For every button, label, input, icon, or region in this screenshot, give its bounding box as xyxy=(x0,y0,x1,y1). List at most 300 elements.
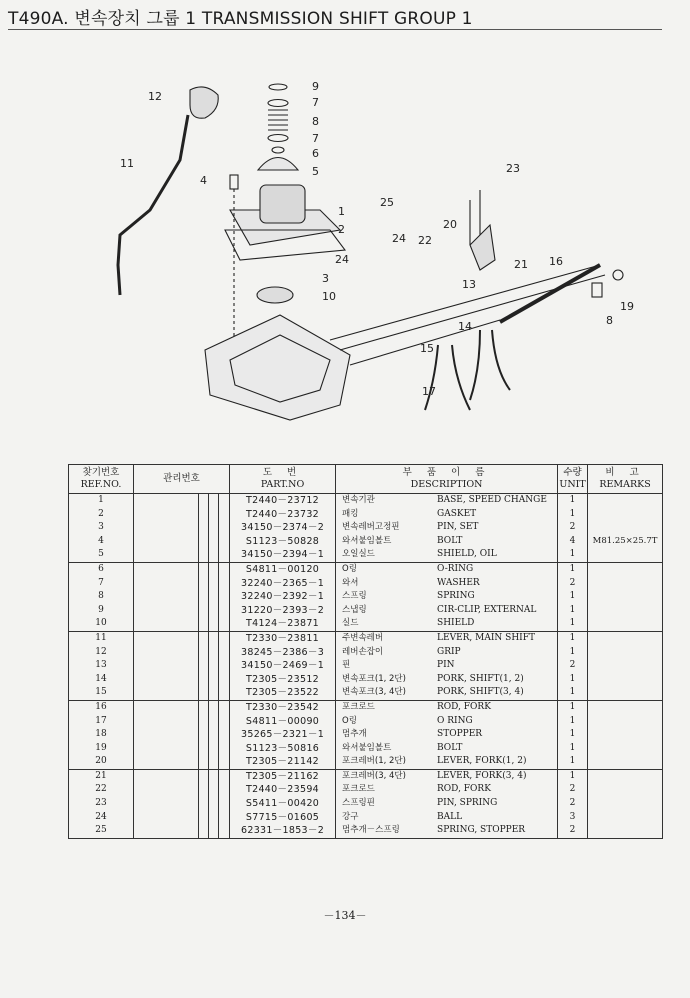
unit-cell: 1 xyxy=(558,686,588,700)
mgmt-cell-2 xyxy=(199,715,209,729)
description-cell xyxy=(336,617,558,631)
unit-cell: 2 xyxy=(558,797,588,811)
mgmt-cell-3 xyxy=(209,617,219,631)
description-korean: 스프링 xyxy=(342,591,367,602)
mgmt-cell-4 xyxy=(219,646,230,660)
description-english: PIN, SET xyxy=(437,522,479,533)
remarks-cell xyxy=(588,508,663,522)
mgmt-cell-4 xyxy=(219,659,230,673)
mgmt-cell-1 xyxy=(134,590,199,604)
description-english: SPRING, STOPPER xyxy=(437,825,526,836)
mgmt-cell-3 xyxy=(209,755,219,769)
table-row xyxy=(69,617,663,631)
description-cell xyxy=(336,742,558,756)
mgmt-cell-4 xyxy=(219,728,230,742)
header-remarks: 비 고 REMARKS xyxy=(588,465,663,494)
remarks-cell xyxy=(588,673,663,687)
description-cell xyxy=(336,686,558,700)
table-row xyxy=(69,797,663,811)
description-english: LEVER, FORK(3, 4) xyxy=(437,770,527,781)
mgmt-cell-4 xyxy=(219,783,230,797)
mgmt-cell-1 xyxy=(134,797,199,811)
mgmt-cell-1 xyxy=(134,769,199,783)
description-english: CIR-CLIP, EXTERNAL xyxy=(437,604,537,615)
mgmt-cell-2 xyxy=(199,521,209,535)
part-no-cell: T2305－21162 xyxy=(230,769,336,783)
unit-cell: 1 xyxy=(558,604,588,618)
callout-9: 9 xyxy=(312,80,319,93)
mgmt-cell-1 xyxy=(134,646,199,660)
table-row xyxy=(69,646,663,660)
mgmt-cell-1 xyxy=(134,617,199,631)
ref-no-cell: 21 xyxy=(69,769,134,783)
mgmt-cell-2 xyxy=(199,673,209,687)
mgmt-cell-2 xyxy=(199,755,209,769)
table-row xyxy=(69,742,663,756)
unit-cell: 2 xyxy=(558,824,588,838)
transmission-case xyxy=(205,315,350,420)
ref-no-cell: 4 xyxy=(69,535,134,549)
mgmt-cell-4 xyxy=(219,604,230,618)
table-row xyxy=(69,811,663,825)
description-cell xyxy=(336,755,558,769)
mgmt-cell-2 xyxy=(199,783,209,797)
description-cell xyxy=(336,769,558,783)
description-english: O-RING xyxy=(437,563,474,574)
mgmt-cell-1 xyxy=(134,659,199,673)
mgmt-cell-2 xyxy=(199,508,209,522)
ref-no-cell: 7 xyxy=(69,577,134,591)
description-korean: 포크레버(3, 4단) xyxy=(342,770,406,781)
unit-cell: 2 xyxy=(558,521,588,535)
description-english: PIN xyxy=(437,660,455,671)
mgmt-cell-3 xyxy=(209,659,219,673)
mgmt-cell-2 xyxy=(199,494,209,508)
remarks-cell xyxy=(588,548,663,562)
callout-15: 15 xyxy=(420,342,434,355)
unit-cell: 1 xyxy=(558,494,588,508)
mgmt-cell-3 xyxy=(209,631,219,645)
page-title: T490A. 변속장치 그룹 1 TRANSMISSION SHIFT GROUP 1 xyxy=(8,9,473,29)
mgmt-cell-2 xyxy=(199,535,209,549)
description-cell xyxy=(336,673,558,687)
part-no-cell: S1123－50816 xyxy=(230,742,336,756)
mgmt-cell-2 xyxy=(199,769,209,783)
mgmt-cell-3 xyxy=(209,548,219,562)
description-english: BASE, SPEED CHANGE xyxy=(437,495,547,505)
description-korean: 변속포크(1, 2단) xyxy=(342,673,406,684)
description-english: STOPPER xyxy=(437,729,483,740)
mgmt-cell-2 xyxy=(199,617,209,631)
description-korean: 패킹 xyxy=(342,508,359,519)
callout-10: 10 xyxy=(322,290,336,303)
description-cell xyxy=(336,715,558,729)
description-cell xyxy=(336,508,558,522)
mgmt-cell-4 xyxy=(219,521,230,535)
remarks-cell xyxy=(588,755,663,769)
table-row xyxy=(69,631,663,645)
mgmt-cell-2 xyxy=(199,631,209,645)
description-cell xyxy=(336,548,558,562)
description-cell xyxy=(336,562,558,576)
unit-cell: 3 xyxy=(558,811,588,825)
header-desc: 부 품 이 름 DESCRIPTION xyxy=(336,465,558,494)
remarks-cell xyxy=(588,742,663,756)
mgmt-cell-1 xyxy=(134,508,199,522)
ref-no-cell: 17 xyxy=(69,715,134,729)
description-english: O RING xyxy=(437,715,473,726)
unit-cell: 1 xyxy=(558,631,588,645)
remarks-cell xyxy=(588,659,663,673)
description-cell xyxy=(336,646,558,660)
part-no-cell: T2440－23594 xyxy=(230,783,336,797)
unit-cell: 1 xyxy=(558,700,588,714)
description-english: BOLT xyxy=(437,742,463,753)
mgmt-cell-1 xyxy=(134,562,199,576)
part-no-cell: T4124－23871 xyxy=(230,617,336,631)
description-korean: 멈추개－스프링 xyxy=(342,825,400,836)
ref-no-cell: 11 xyxy=(69,631,134,645)
mgmt-cell-3 xyxy=(209,715,219,729)
description-english: LEVER, FORK(1, 2) xyxy=(437,756,527,767)
mgmt-cell-4 xyxy=(219,715,230,729)
table-row xyxy=(69,824,663,838)
description-english: PORK, SHIFT(3, 4) xyxy=(437,687,524,698)
mgmt-cell-3 xyxy=(209,535,219,549)
main-shift-lever xyxy=(118,115,188,295)
table-row xyxy=(69,659,663,673)
mgmt-cell-4 xyxy=(219,673,230,687)
mgmt-cell-4 xyxy=(219,631,230,645)
unit-cell: 1 xyxy=(558,617,588,631)
unit-cell: 1 xyxy=(558,728,588,742)
ref-no-cell: 15 xyxy=(69,686,134,700)
description-english: BOLT xyxy=(437,535,463,546)
page-number: －134－ xyxy=(323,909,367,922)
remarks-cell xyxy=(588,577,663,591)
unit-cell: 2 xyxy=(558,659,588,673)
description-korean: 레버손잡이 xyxy=(342,646,384,657)
ref-no-cell: 14 xyxy=(69,673,134,687)
mgmt-cell-2 xyxy=(199,700,209,714)
table-row xyxy=(69,535,663,549)
callout-21: 21 xyxy=(514,258,528,271)
mgmt-cell-4 xyxy=(219,508,230,522)
callout-17: 17 xyxy=(422,385,436,398)
mgmt-cell-3 xyxy=(209,521,219,535)
mgmt-cell-1 xyxy=(134,755,199,769)
remarks-cell xyxy=(588,824,663,838)
part-no-cell: 34150－2394－1 xyxy=(230,548,336,562)
ref-no-cell: 2 xyxy=(69,508,134,522)
callout-14: 14 xyxy=(458,320,472,333)
description-cell xyxy=(336,604,558,618)
description-cell xyxy=(336,783,558,797)
mgmt-cell-3 xyxy=(209,783,219,797)
description-cell xyxy=(336,824,558,838)
mgmt-cell-1 xyxy=(134,521,199,535)
table-row xyxy=(69,508,663,522)
ref-no-cell: 9 xyxy=(69,604,134,618)
part-no-cell: 31220－2393－2 xyxy=(230,604,336,618)
table-row xyxy=(69,728,663,742)
remarks-cell xyxy=(588,700,663,714)
table-row xyxy=(69,521,663,535)
ref-no-cell: 6 xyxy=(69,562,134,576)
description-korean: 변속레버고정핀 xyxy=(342,522,400,533)
mgmt-cell-1 xyxy=(134,604,199,618)
description-english: SPRING xyxy=(437,591,475,602)
mgmt-cell-2 xyxy=(199,659,209,673)
remarks-cell xyxy=(588,646,663,660)
ref-no-cell: 18 xyxy=(69,728,134,742)
description-korean: 변속기관 xyxy=(342,495,375,505)
mgmt-cell-3 xyxy=(209,604,219,618)
description-korean: O링 xyxy=(342,563,357,574)
description-korean: 오일실드 xyxy=(342,549,375,560)
mgmt-cell-1 xyxy=(134,783,199,797)
remarks-cell xyxy=(588,631,663,645)
ref-no-cell: 1 xyxy=(69,494,134,508)
mgmt-cell-4 xyxy=(219,797,230,811)
ref-no-cell: 10 xyxy=(69,617,134,631)
description-cell xyxy=(336,590,558,604)
mgmt-cell-3 xyxy=(209,494,219,508)
mgmt-cell-1 xyxy=(134,673,199,687)
mgmt-cell-2 xyxy=(199,811,209,825)
callout-12: 12 xyxy=(148,90,162,103)
table-row xyxy=(69,494,663,508)
table-row xyxy=(69,548,663,562)
remarks-cell xyxy=(588,590,663,604)
mgmt-cell-1 xyxy=(134,548,199,562)
unit-cell: 1 xyxy=(558,646,588,660)
unit-cell: 1 xyxy=(558,715,588,729)
table-row xyxy=(69,673,663,687)
mgmt-cell-4 xyxy=(219,562,230,576)
part-no-cell: T2330－23542 xyxy=(230,700,336,714)
title-rule xyxy=(8,29,662,30)
description-english: ROD, FORK xyxy=(437,701,491,712)
unit-cell: 1 xyxy=(558,508,588,522)
description-korean: 실드 xyxy=(342,618,359,629)
table-row xyxy=(69,769,663,783)
mgmt-cell-2 xyxy=(199,646,209,660)
ref-no-cell: 20 xyxy=(69,755,134,769)
description-korean: 멈추개 xyxy=(342,729,367,740)
description-cell xyxy=(336,535,558,549)
mgmt-cell-1 xyxy=(134,715,199,729)
description-korean: 포크로드 xyxy=(342,784,375,795)
unit-cell: 1 xyxy=(558,755,588,769)
header-unit: 수량 UNIT xyxy=(558,465,588,494)
callout-3: 3 xyxy=(322,272,329,285)
table-row xyxy=(69,783,663,797)
remarks-cell xyxy=(588,562,663,576)
unit-cell: 1 xyxy=(558,769,588,783)
mgmt-cell-2 xyxy=(199,728,209,742)
description-cell xyxy=(336,811,558,825)
mgmt-cell-1 xyxy=(134,700,199,714)
description-english: WASHER xyxy=(437,577,480,588)
table-row xyxy=(69,755,663,769)
mgmt-cell-2 xyxy=(199,548,209,562)
callout-24: 24 xyxy=(392,232,406,245)
callout-20: 20 xyxy=(443,218,457,231)
part-no-cell: S4811－00120 xyxy=(230,562,336,576)
remarks-cell xyxy=(588,811,663,825)
part-no-cell: T2305－23512 xyxy=(230,673,336,687)
description-korean: 포크레버(1, 2단) xyxy=(342,756,406,767)
callout-4: 4 xyxy=(200,174,207,187)
description-cell xyxy=(336,521,558,535)
ref-no-cell: 8 xyxy=(69,590,134,604)
remarks-cell xyxy=(588,769,663,783)
ref-no-cell: 19 xyxy=(69,742,134,756)
remarks-cell xyxy=(588,797,663,811)
mgmt-cell-3 xyxy=(209,646,219,660)
mgmt-cell-4 xyxy=(219,590,230,604)
mgmt-cell-4 xyxy=(219,700,230,714)
description-cell xyxy=(336,659,558,673)
mgmt-cell-3 xyxy=(209,700,219,714)
description-korean: 스프링핀 xyxy=(342,798,375,809)
unit-cell: 1 xyxy=(558,673,588,687)
callout-13: 13 xyxy=(462,278,476,291)
description-cell xyxy=(336,631,558,645)
description-cell xyxy=(336,494,558,508)
mgmt-cell-2 xyxy=(199,577,209,591)
part-no-cell: T2440－23732 xyxy=(230,508,336,522)
ref-no-cell: 25 xyxy=(69,824,134,838)
mgmt-cell-4 xyxy=(219,686,230,700)
mgmt-cell-1 xyxy=(134,686,199,700)
mgmt-cell-3 xyxy=(209,742,219,756)
mgmt-cell-3 xyxy=(209,811,219,825)
description-english: GASKET xyxy=(437,508,477,519)
mgmt-cell-4 xyxy=(219,617,230,631)
mgmt-cell-4 xyxy=(219,742,230,756)
part-no-cell: 34150－2469－1 xyxy=(230,659,336,673)
ref-no-cell: 22 xyxy=(69,783,134,797)
description-english: SHIELD xyxy=(437,618,475,629)
mgmt-cell-3 xyxy=(209,797,219,811)
ref-no-cell: 16 xyxy=(69,700,134,714)
mgmt-cell-4 xyxy=(219,548,230,562)
mgmt-cell-2 xyxy=(199,742,209,756)
description-english: GRIP xyxy=(437,646,461,657)
mgmt-cell-1 xyxy=(134,631,199,645)
callout-24b: 24 xyxy=(335,253,349,266)
parts-table xyxy=(68,464,663,839)
ref-no-cell: 3 xyxy=(69,521,134,535)
description-korean: 강구 xyxy=(342,811,359,822)
mgmt-cell-3 xyxy=(209,673,219,687)
description-korean: 와셔붙임볼트 xyxy=(342,535,392,546)
ref-no-cell: 23 xyxy=(69,797,134,811)
exploded-parts-diagram xyxy=(40,70,680,470)
remarks-cell xyxy=(588,604,663,618)
mgmt-cell-3 xyxy=(209,769,219,783)
unit-cell: 1 xyxy=(558,562,588,576)
part-no-cell: T2440－23712 xyxy=(230,494,336,508)
description-cell xyxy=(336,700,558,714)
header-mgmt: 관리번호 xyxy=(134,465,230,494)
mgmt-cell-1 xyxy=(134,728,199,742)
mgmt-cell-3 xyxy=(209,590,219,604)
unit-cell: 1 xyxy=(558,742,588,756)
mgmt-cell-4 xyxy=(219,577,230,591)
description-english: BALL xyxy=(437,811,463,822)
description-cell xyxy=(336,577,558,591)
callout-2: 2 xyxy=(338,223,345,236)
mgmt-cell-1 xyxy=(134,824,199,838)
description-korean: 스냅링 xyxy=(342,604,367,615)
part-no-cell: T2305－21142 xyxy=(230,755,336,769)
callout-19: 19 xyxy=(620,300,634,313)
description-korean: 주변속레버 xyxy=(342,632,384,643)
callout-8: 8 xyxy=(312,115,319,128)
mgmt-cell-3 xyxy=(209,577,219,591)
mgmt-cell-2 xyxy=(199,562,209,576)
remarks-cell xyxy=(588,783,663,797)
remarks-cell xyxy=(588,715,663,729)
part-no-cell: 32240－2392－1 xyxy=(230,590,336,604)
mgmt-cell-2 xyxy=(199,590,209,604)
part-no-cell: S1123－50828 xyxy=(230,535,336,549)
mgmt-cell-1 xyxy=(134,742,199,756)
description-cell xyxy=(336,728,558,742)
callout-5: 5 xyxy=(312,165,319,178)
mgmt-cell-1 xyxy=(134,577,199,591)
mgmt-cell-1 xyxy=(134,811,199,825)
header-part: 도 번 PART.NO xyxy=(230,465,336,494)
table-row xyxy=(69,604,663,618)
mgmt-cell-3 xyxy=(209,562,219,576)
part-no-cell: T2305－23522 xyxy=(230,686,336,700)
callout-16: 16 xyxy=(549,255,563,268)
description-english: LEVER, MAIN SHIFT xyxy=(437,632,535,643)
mgmt-cell-4 xyxy=(219,811,230,825)
description-korean: 변속포크(3, 4단) xyxy=(342,687,406,698)
table-header-row xyxy=(69,465,663,494)
unit-cell: 2 xyxy=(558,783,588,797)
mgmt-cell-1 xyxy=(134,535,199,549)
table-row xyxy=(69,700,663,714)
callout-22: 22 xyxy=(418,234,432,247)
mgmt-cell-3 xyxy=(209,508,219,522)
ref-no-cell: 13 xyxy=(69,659,134,673)
part-no-cell: 35265－2321－1 xyxy=(230,728,336,742)
table-row xyxy=(69,562,663,576)
unit-cell: 1 xyxy=(558,548,588,562)
description-english: PIN, SPRING xyxy=(437,798,498,809)
description-english: ROD, FORK xyxy=(437,784,491,795)
remarks-cell xyxy=(588,617,663,631)
part-no-cell: 34150－2374－2 xyxy=(230,521,336,535)
callout-8b: 8 xyxy=(606,314,613,327)
callout-1: 1 xyxy=(338,205,345,218)
callout-25: 25 xyxy=(380,196,394,209)
mgmt-cell-2 xyxy=(199,824,209,838)
shift-fork-1-2 xyxy=(470,330,510,400)
description-korean: 포크로드 xyxy=(342,701,375,712)
remarks-cell xyxy=(588,728,663,742)
unit-cell: 4 xyxy=(558,535,588,549)
part-no-cell: 32240－2365－1 xyxy=(230,577,336,591)
remarks-cell xyxy=(588,494,663,508)
ref-no-cell: 5 xyxy=(69,548,134,562)
